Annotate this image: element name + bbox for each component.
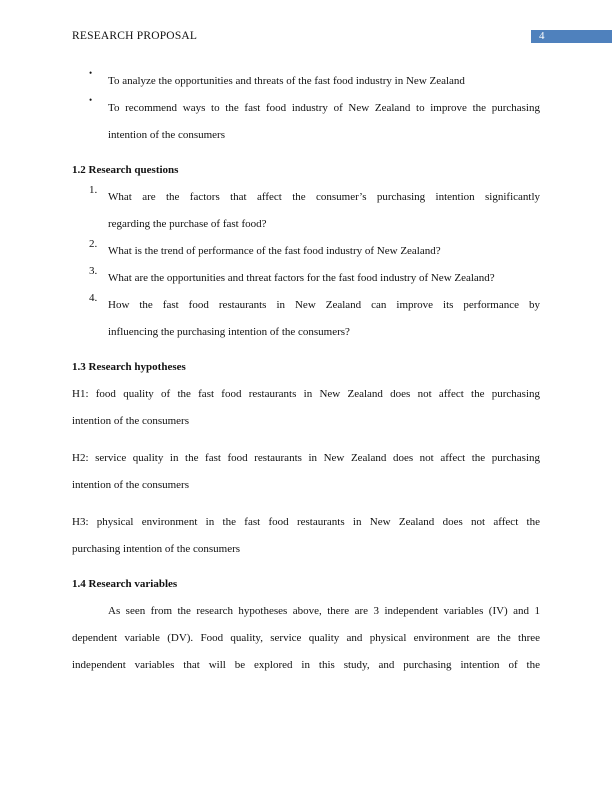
bullet-item	[72, 95, 540, 149]
item-line: What are the opportunities and threat factors for the fast food industry of New Zealand?	[108, 272, 495, 284]
hypothesis	[72, 509, 540, 563]
hypothesis-line: intention of the consumers	[72, 415, 190, 427]
paragraph-line: dependent variable (DV). Food quality, service quality and physical environment are the three	[72, 632, 540, 644]
bullet-icon: •	[89, 95, 93, 105]
hypothesis-line: H2: service quality in the fast food restaurants in New Zealand does not affect the purchasing	[72, 452, 540, 464]
item-number: 3.	[89, 265, 98, 277]
numbered-item	[72, 292, 540, 346]
bullet-line: To analyze the opportunities and threats of the fast food industry in New Zealand	[108, 75, 465, 87]
hypothesis-line: purchasing intention of the consumers	[72, 543, 241, 555]
section-heading: 1.3 Research hypotheses	[72, 361, 186, 373]
running-header: RESEARCH PROPOSAL	[72, 30, 198, 42]
numbered-item	[72, 265, 540, 292]
item-line: What are the factors that affect the consumer’s purchasing intention significantly	[108, 191, 540, 203]
document-body	[72, 68, 540, 679]
hypothesis-line: H1: food quality of the fast food restaurants in New Zealand does not affect the purchasing	[72, 388, 540, 400]
item-line: What is the trend of performance of the fast food industry of New Zealand?	[108, 245, 441, 257]
hypothesis-line: H3: physical environment in the fast food restaurants in New Zealand does not affect the	[72, 516, 540, 528]
page-number: 4	[531, 30, 612, 43]
bullet-icon: •	[89, 68, 93, 78]
item-number: 4.	[89, 292, 98, 304]
item-number: 1.	[89, 184, 98, 196]
numbered-item	[72, 238, 540, 265]
section-heading: 1.2 Research questions	[72, 164, 179, 176]
hypothesis	[72, 445, 540, 499]
bullet-item	[72, 68, 540, 95]
item-line: How the fast food restaurants in New Zealand can improve its performance by	[108, 299, 540, 311]
numbered-item	[72, 184, 540, 238]
bullet-line: intention of the consumers	[108, 129, 226, 141]
paragraph-line: independent variables that will be explored in this study, and purchasing intention of the	[72, 659, 540, 671]
bullet-line: To recommend ways to the fast food industry of New Zealand to improve the purchasing	[108, 102, 540, 114]
hypothesis	[72, 381, 540, 435]
section-heading: 1.4 Research variables	[72, 578, 178, 590]
paragraph-line: As seen from the research hypotheses above, there are 3 independent variables (IV) and 1	[108, 605, 540, 617]
hypothesis-line: intention of the consumers	[72, 479, 190, 491]
item-line: influencing the purchasing intention of the consumers?	[108, 326, 350, 338]
item-number: 2.	[89, 238, 98, 250]
item-line: regarding the purchase of fast food?	[108, 218, 267, 230]
